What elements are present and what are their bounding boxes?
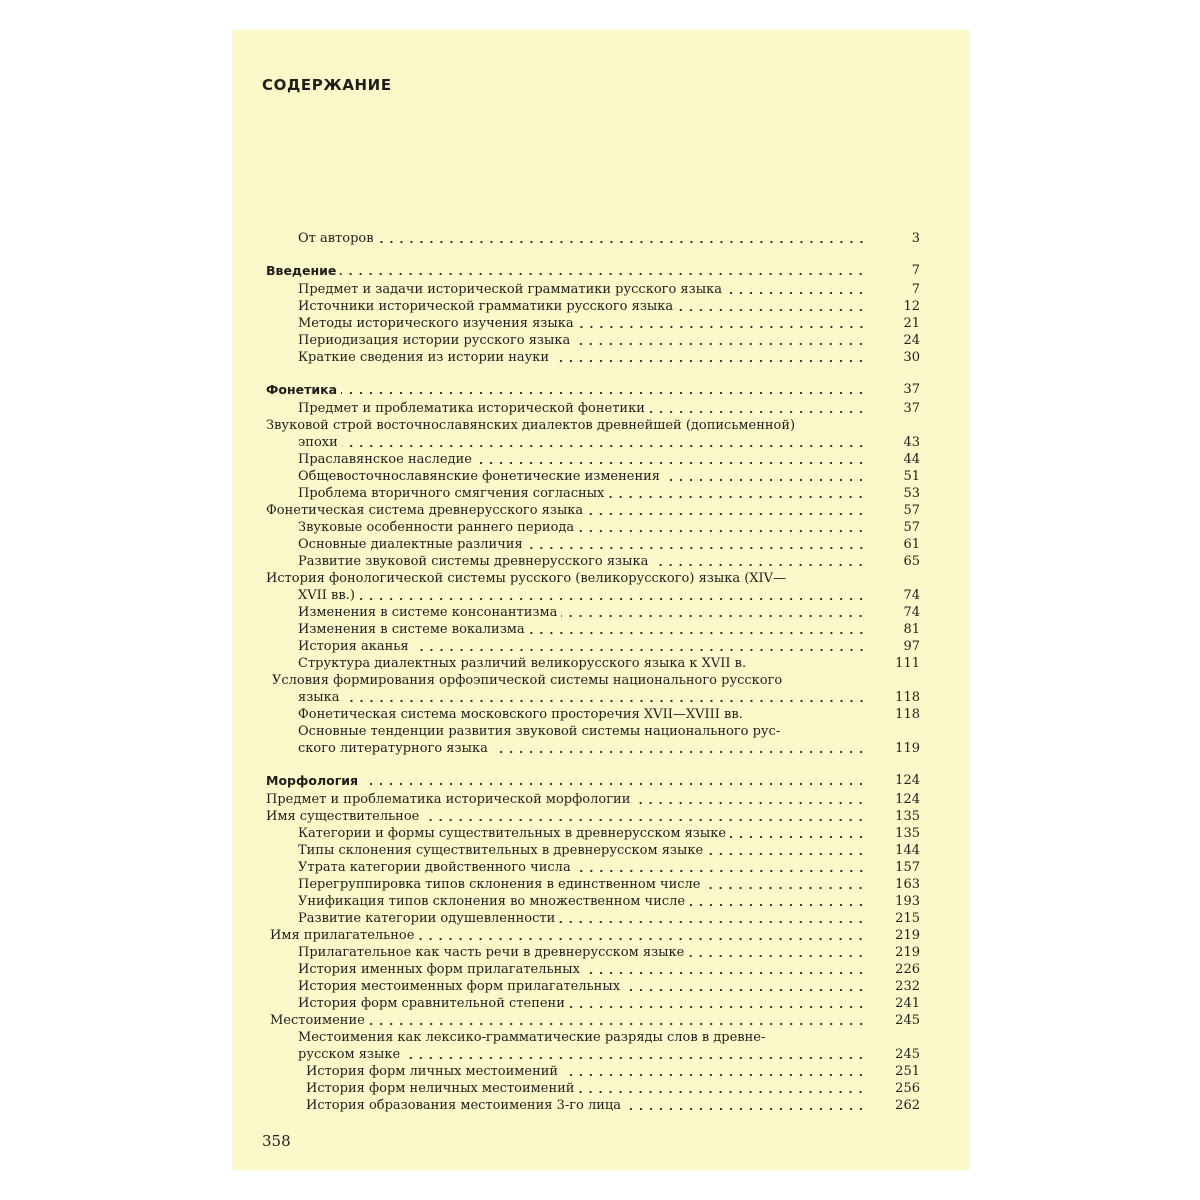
toc-page-number: 215 — [895, 911, 920, 926]
toc-entry-title: Утрата категории двойственного числа — [298, 860, 571, 875]
dot-leader — [689, 904, 866, 906]
toc-page-number: 97 — [903, 639, 920, 654]
dot-leader — [707, 853, 866, 855]
dot-leader — [652, 564, 866, 566]
toc-row — [232, 536, 970, 553]
toc-row — [232, 468, 970, 485]
toc-entry-title: Проблема вторичного смягчения согласных — [298, 486, 605, 501]
toc-entry — [266, 381, 870, 398]
toc-entry-title: Изменения в системе консонантизма — [298, 605, 558, 620]
toc-entry — [298, 1046, 870, 1063]
toc-entry — [298, 604, 870, 621]
toc-row — [232, 451, 970, 468]
dot-leader — [378, 241, 866, 243]
toc-entry-title: Унификация типов склонения во множественном числе — [298, 894, 686, 909]
toc-entry — [298, 655, 870, 672]
toc-row — [232, 772, 970, 789]
toc-page-number: 119 — [895, 741, 920, 756]
toc-entry — [298, 689, 870, 706]
toc-row — [232, 655, 970, 672]
toc-entry-title: Фонетика — [266, 382, 338, 397]
toc-page-number: 65 — [903, 554, 920, 569]
toc-entry-title: Местоимение — [270, 1013, 365, 1028]
toc-entry-title: Предмет и проблематика исторической морфологии — [266, 792, 631, 807]
toc-entry — [298, 978, 870, 995]
toc-row — [232, 315, 970, 332]
dot-leader — [578, 1091, 866, 1093]
toc-row — [232, 740, 970, 757]
toc-entry — [298, 519, 870, 536]
toc-page-number: 30 — [903, 350, 920, 365]
toc-page-number: 57 — [903, 520, 920, 535]
toc-entry-title: русском языке — [298, 1047, 401, 1062]
toc-entry-title: История форм сравнительной степени — [298, 996, 565, 1011]
toc-entry-title: Развитие звуковой системы древнерусского языка — [298, 554, 649, 569]
toc-row — [232, 689, 970, 706]
toc-entry-title: История образования местоимения 3-го лица — [306, 1098, 622, 1113]
toc-page-number: 219 — [895, 945, 920, 960]
toc-entry — [266, 262, 870, 279]
dot-leader — [587, 513, 866, 515]
dot-leader — [369, 1023, 866, 1025]
toc-entry-title: Предмет и проблематика исторической фонетики — [298, 401, 645, 416]
dot-leader — [404, 1057, 866, 1059]
toc-page-number: 81 — [903, 622, 920, 637]
toc-entry — [306, 1063, 870, 1080]
toc-row — [232, 519, 970, 536]
toc-row — [232, 1063, 970, 1080]
toc-row — [232, 587, 970, 604]
toc-row — [232, 349, 970, 366]
toc-entry-title: языка — [298, 690, 340, 705]
toc-entry-title: Условия формирования орфоэпической системы национального русского — [272, 673, 783, 688]
toc-row — [232, 262, 970, 279]
book-page — [232, 30, 970, 1170]
toc-entry — [266, 417, 870, 434]
toc-entry — [298, 893, 870, 910]
toc-entry-title: История форм личных местоимений — [306, 1064, 559, 1079]
toc-entry — [298, 230, 870, 247]
toc-entry-title: История форм неличных местоимений — [306, 1081, 575, 1096]
toc-entry — [298, 910, 870, 927]
toc-page-number: 251 — [895, 1064, 920, 1079]
toc-entry-title: Общевосточнославянские фонетические изменения — [298, 469, 661, 484]
toc-entry-title: Типы склонения существительных в древнерусском языке — [298, 843, 704, 858]
toc-row — [232, 332, 970, 349]
toc-row — [232, 553, 970, 570]
toc-entry — [298, 740, 870, 757]
dot-leader — [359, 598, 866, 600]
toc-entry — [306, 1080, 870, 1097]
toc-row — [232, 381, 970, 398]
toc-row — [232, 638, 970, 655]
toc-entry — [266, 772, 870, 789]
page-heading: СОДЕРЖАНИЕ — [262, 76, 392, 94]
toc-row — [232, 825, 970, 842]
toc-entry — [298, 434, 870, 451]
dot-leader — [340, 273, 866, 275]
toc-entry-title: Методы исторического изучения языка — [298, 316, 574, 331]
dot-leader — [726, 292, 866, 294]
toc-entry — [298, 706, 870, 723]
toc-row — [232, 434, 970, 451]
toc-entry — [298, 332, 870, 349]
toc-entry — [266, 502, 870, 519]
dot-leader — [677, 309, 866, 311]
toc-entry-title: От авторов — [298, 231, 374, 246]
dot-leader — [342, 445, 866, 447]
toc-row — [232, 944, 970, 961]
toc-entry-title: Морфология — [266, 773, 359, 788]
toc-entry — [298, 876, 870, 893]
toc-page-number: 245 — [895, 1047, 920, 1062]
toc-row — [232, 281, 970, 298]
toc-page-number: 111 — [895, 656, 920, 671]
toc-row — [232, 570, 970, 587]
toc-entry-title: Источники исторической грамматики русского языка — [298, 299, 674, 314]
toc-entry-title: Праславянское наследие — [298, 452, 472, 467]
toc-row — [232, 706, 970, 723]
toc-entry — [298, 468, 870, 485]
toc-entry — [306, 1097, 870, 1114]
dot-leader — [561, 615, 866, 617]
toc-entry-title: Структура диалектных различий великорусского языка к XVII в. — [298, 656, 747, 671]
dot-leader — [730, 836, 866, 838]
toc-entry — [298, 451, 870, 468]
toc-entry — [298, 400, 870, 417]
toc-entry — [298, 553, 870, 570]
toc-entry — [298, 298, 870, 315]
toc-row — [232, 1080, 970, 1097]
toc-row — [232, 621, 970, 638]
toc-entry-title: Развитие категории одушевленности — [298, 911, 556, 926]
toc-row — [232, 808, 970, 825]
toc-entry-title: Предмет и задачи исторической грамматики русского языка — [298, 282, 722, 297]
toc-page-number: 51 — [903, 469, 920, 484]
toc-row — [232, 1029, 970, 1046]
toc-page-number: 245 — [895, 1013, 920, 1028]
toc-row — [232, 859, 970, 876]
toc-page-number: 44 — [903, 452, 920, 467]
toc-entry-title: Имя существительное — [266, 809, 420, 824]
toc-page-number: 256 — [895, 1081, 920, 1096]
dot-leader — [562, 1074, 866, 1076]
toc-entry — [298, 638, 870, 655]
toc-entry — [270, 1012, 870, 1029]
toc-entry-title: Звуковой строй восточнославянских диалектов древнейшей (дописьменной) — [266, 418, 796, 433]
dot-leader — [625, 1108, 866, 1110]
dot-leader — [634, 802, 866, 804]
dot-leader — [569, 1006, 866, 1008]
toc-page-number: 37 — [903, 401, 920, 416]
toc-entry — [266, 791, 870, 808]
toc-entry-title: Фонетическая система московского просторечия XVII—XVIII вв. — [298, 707, 743, 722]
toc-entry-title: Изменения в системе вокализма — [298, 622, 525, 637]
toc-page-number: 135 — [895, 826, 920, 841]
toc-page-number: 24 — [903, 333, 920, 348]
toc-page-number: 118 — [895, 690, 920, 705]
toc-row — [232, 400, 970, 417]
toc-row — [232, 791, 970, 808]
toc-entry-title: История именных форм прилагательных — [298, 962, 580, 977]
dot-leader — [574, 343, 866, 345]
toc-row — [232, 995, 970, 1012]
toc-entry-title: Имя прилагательное — [270, 928, 415, 943]
dot-leader — [584, 972, 866, 974]
toc-entry-title: ского литературного языка — [298, 741, 488, 756]
dot-leader — [704, 887, 866, 889]
toc-entry — [298, 485, 870, 502]
toc-page-number: 124 — [895, 792, 920, 807]
toc-entry — [298, 1029, 870, 1046]
toc-entry-title: Фонетическая система древнерусского языка — [266, 503, 584, 518]
toc-entry-title: Периодизация истории русского языка — [298, 333, 571, 348]
toc-row — [232, 961, 970, 978]
dot-leader — [664, 479, 866, 481]
toc-entry — [298, 961, 870, 978]
toc-entry-title: История местоименных форм прилагательных — [298, 979, 621, 994]
dot-leader — [529, 632, 866, 634]
toc-row — [232, 1097, 970, 1114]
dot-leader — [476, 462, 866, 464]
toc-row — [232, 298, 970, 315]
dot-leader — [423, 819, 866, 821]
toc-entry — [298, 944, 870, 961]
dot-leader — [492, 751, 866, 753]
toc-entry-title: История аканья — [298, 639, 409, 654]
toc-page-number: 21 — [903, 316, 920, 331]
toc-row — [232, 927, 970, 944]
toc-entry-title: Краткие сведения из истории науки — [298, 350, 550, 365]
toc-entry-title: Прилагательное как часть речи в древнерусском языке — [298, 945, 685, 960]
dot-leader — [418, 938, 866, 940]
toc-page-number: 232 — [895, 979, 920, 994]
dot-leader — [575, 870, 866, 872]
toc-page-number: 241 — [895, 996, 920, 1011]
toc-entry — [298, 825, 870, 842]
dot-leader — [559, 921, 866, 923]
toc-page-number: 144 — [895, 843, 920, 858]
toc-row — [232, 230, 970, 247]
toc-entry — [298, 995, 870, 1012]
toc-row — [232, 876, 970, 893]
toc-page-number: 262 — [895, 1098, 920, 1113]
toc-row — [232, 672, 970, 689]
toc-entry-title: Введение — [266, 263, 337, 278]
toc-entry — [266, 808, 870, 825]
toc-row — [232, 910, 970, 927]
toc-page-number: 3 — [911, 231, 920, 246]
toc-page-number: 193 — [895, 894, 920, 909]
toc-page-number: 7 — [911, 263, 920, 278]
dot-leader — [553, 360, 866, 362]
toc-entry — [266, 570, 870, 587]
toc-row — [232, 502, 970, 519]
toc-page-number: 74 — [903, 605, 920, 620]
toc-page-number: 12 — [903, 299, 920, 314]
toc-row — [232, 893, 970, 910]
toc-row — [232, 1046, 970, 1063]
toc-page-number: 61 — [903, 537, 920, 552]
page-number: 358 — [262, 1132, 291, 1150]
dot-leader — [527, 547, 866, 549]
toc-page-number: 226 — [895, 962, 920, 977]
toc-row — [232, 723, 970, 740]
toc-entry — [298, 587, 870, 604]
toc-page-number: 163 — [895, 877, 920, 892]
toc-entry — [298, 842, 870, 859]
dot-leader — [578, 530, 866, 532]
toc-page-number: 57 — [903, 503, 920, 518]
toc-entry-title: Звуковые особенности раннего периода — [298, 520, 575, 535]
toc-entry — [298, 723, 870, 740]
toc-row — [232, 1012, 970, 1029]
toc-entry — [298, 621, 870, 638]
toc-entry — [298, 315, 870, 332]
dot-leader — [578, 326, 866, 328]
toc-page-number: 74 — [903, 588, 920, 603]
toc-entry — [298, 349, 870, 366]
toc-page-number: 135 — [895, 809, 920, 824]
toc-entry — [298, 536, 870, 553]
toc-entry-title: Категории и формы существительных в древнерусском языке — [298, 826, 727, 841]
toc-row — [232, 604, 970, 621]
toc-row — [232, 842, 970, 859]
dot-leader — [362, 783, 866, 785]
toc-entry — [298, 859, 870, 876]
toc-page-number: 124 — [895, 773, 920, 788]
toc-page-number: 118 — [895, 707, 920, 722]
toc-entry-title: Перегруппировка типов склонения в единственном числе — [298, 877, 701, 892]
dot-leader — [608, 496, 866, 498]
toc-page-number: 37 — [903, 382, 920, 397]
toc-entry-title: эпохи — [298, 435, 338, 450]
toc-page-number: 53 — [903, 486, 920, 501]
toc-page-number: 157 — [895, 860, 920, 875]
toc-page-number: 7 — [911, 282, 920, 297]
toc-page-number: 43 — [903, 435, 920, 450]
toc-row — [232, 485, 970, 502]
toc-entry — [298, 281, 870, 298]
toc-entry — [270, 927, 870, 944]
toc-entry — [272, 672, 870, 689]
toc-entry-title: Местоимения как лексико-грамматические разряды слов в древне- — [298, 1030, 766, 1045]
toc-row — [232, 417, 970, 434]
toc-entry-title: Основные диалектные различия — [298, 537, 523, 552]
dot-leader — [344, 700, 866, 702]
dot-leader — [413, 649, 866, 651]
table-of-contents — [232, 30, 970, 1170]
toc-entry-title: История фонологической системы русского (великорусского) языка (XIV— — [266, 571, 787, 586]
dot-leader — [624, 989, 866, 991]
dot-leader — [341, 392, 866, 394]
toc-row — [232, 978, 970, 995]
toc-entry-title: XVII вв.) — [298, 588, 355, 603]
dot-leader — [688, 955, 866, 957]
toc-page-number: 219 — [895, 928, 920, 943]
toc-entry-title: Основные тенденции развития звуковой системы национального рус- — [298, 724, 781, 739]
dot-leader — [649, 411, 866, 413]
